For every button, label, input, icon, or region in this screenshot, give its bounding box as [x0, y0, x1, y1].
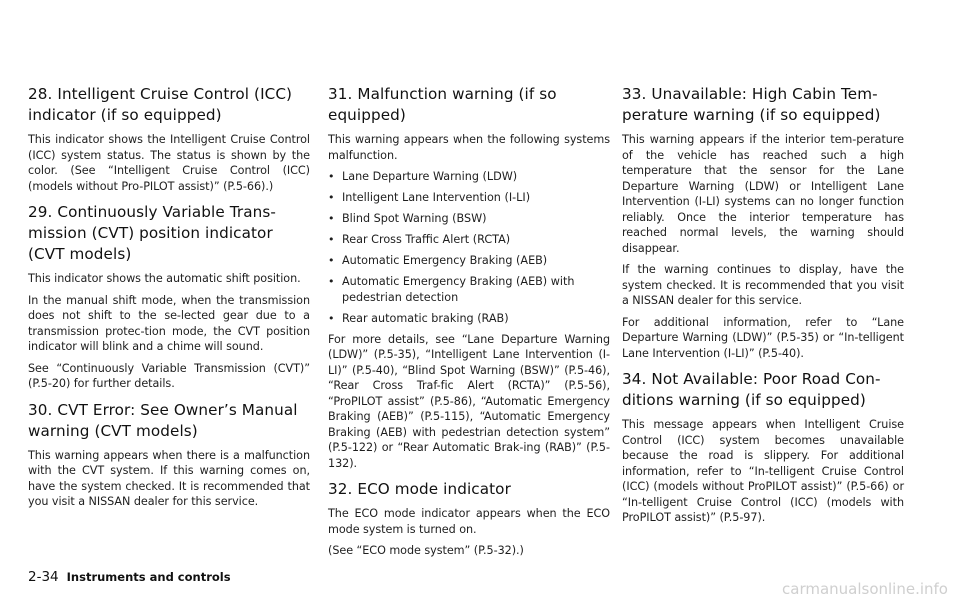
section-paragraph: (See “ECO mode system” (P.5-32).) — [328, 544, 524, 557]
section-30 — [28, 400, 310, 510]
bullet-icon: • — [328, 191, 335, 204]
list-item — [328, 274, 610, 305]
list-item — [328, 232, 610, 248]
list-item — [328, 190, 610, 206]
section-paragraph: This indicator shows the automatic shift position. — [28, 272, 301, 285]
bullet-icon: • — [328, 212, 335, 225]
section-heading: 32. ECO mode indicator — [328, 480, 511, 498]
column-1 — [28, 84, 310, 518]
chapter-title: Instruments and controls — [66, 570, 231, 584]
list-item-text: Intelligent Lane Intervention (I-LI) — [342, 191, 531, 204]
section-paragraph: This indicator shows the Intelligent Cruise Control (ICC) system status. The status is shown by the color. (See “Intelligent Cruise Control (ICC) (models without Pro-PILOT assist)” (P.5-66).) — [28, 133, 310, 193]
list-item-text: Automatic Emergency Braking (AEB) with pedestrian detection — [342, 275, 575, 304]
bullet-icon: • — [328, 311, 335, 325]
watermark: carmanualsonline.info — [782, 580, 948, 598]
list-item-text: Rear Cross Traffic Alert (RCTA) — [342, 233, 511, 246]
section-paragraph: The ECO mode indicator appears when the ECO mode system is turned on. — [328, 507, 610, 536]
bullet-icon: • — [328, 275, 335, 288]
column-3 — [622, 84, 904, 534]
list-item-text: Blind Spot Warning (BSW) — [342, 212, 487, 225]
page-footer — [28, 569, 231, 585]
section-paragraph: This warning appears when the following systems malfunction. — [328, 133, 610, 162]
section-heading: 30. CVT Error: See Owner’s Manual warning (CVT models) — [28, 400, 298, 440]
section-28 — [28, 84, 310, 194]
page-number: 2-34 — [28, 569, 59, 585]
section-paragraph: This message appears when Intelligent Cruise Control (ICC) system becomes unavailable because the road is slippery. For additional information, refer to “In-telligent Cruise Control (ICC) (models without ProPILOT assist)” (P.5-66) or “In-telligent Cruise Control (ICC) (models with ProPILOT assist)” (P.5-97). — [622, 418, 904, 524]
section-31 — [328, 84, 610, 471]
section-33 — [622, 84, 904, 361]
section-paragraph: This warning appears when there is a malfunction with the CVT system. If this warning comes on, have the system checked. It is recommended that you visit a NISSAN dealer for this service. — [28, 448, 310, 508]
section-paragraph: For more details, see “Lane Departure Warning (LDW)” (P.5-35), “Intelligent Lane Intervention (I-LI)” (P.5-40), “Blind Spot Warning (BSW)” (P.5-46), “Rear Cross Traf-fic Alert (RCTA)” (P.5-56), “ProPILOT assist” (P.5-86), “Automatic Emergency Braking (AEB)” (P.5-115), “Automatic Emergency Braking (AEB) with pedestrian detection system” (P.5-122) or “Rear Automatic Brak-ing (RAB)” (P.5-132). — [328, 332, 610, 470]
section-heading: 28. Intelligent Cruise Control (ICC) indicator (if so equipped) — [28, 85, 293, 124]
section-heading: 29. Continuously Variable Trans-mission (CVT) position indicator (CVT models) — [28, 203, 276, 263]
bullet-icon: • — [328, 233, 335, 246]
bullet-icon: • — [328, 170, 335, 183]
list-item-text: Automatic Emergency Braking (AEB) — [342, 254, 548, 267]
bullet-icon: • — [328, 254, 335, 267]
section-heading: 31. Malfunction warning (if so equipped) — [328, 85, 557, 124]
section-heading: 33. Unavailable: High Cabin Tem-perature warning (if so equipped) — [622, 85, 881, 124]
list-item — [328, 253, 610, 269]
section-paragraph: For additional information, refer to “Lane Departure Warning (LDW)” (P.5-35) or “In-telligent Lane Intervention (I-LI)” (P.5-40). — [622, 315, 904, 360]
list-item — [328, 211, 610, 227]
list-item — [328, 169, 610, 185]
section-heading: 34. Not Available: Poor Road Con-ditions warning (if so equipped) — [622, 370, 881, 409]
list-item — [328, 311, 610, 327]
list-item-text: Lane Departure Warning (LDW) — [342, 170, 518, 183]
warning-systems-list — [328, 169, 610, 326]
section-paragraph: See “Continuously Variable Transmission (CVT)” (P.5-20) for further details. — [28, 361, 310, 390]
section-29 — [28, 202, 310, 392]
list-item-text: Rear automatic braking (RAB) — [342, 311, 509, 325]
section-paragraph: If the warning continues to display, have the system checked. It is recommended that you visit a NISSAN dealer for this service. — [622, 263, 904, 307]
section-34 — [622, 369, 904, 526]
section-32 — [328, 479, 610, 559]
section-paragraph: This warning appears if the interior tem-perature of the vehicle has reached such a high temperature that the sensor for the Lane Departure Warning (LDW) or Intelligent Lane Intervention (I-LI) systems can no longer function reliably. Once the interior temperature has reached normal levels, the warning should disappear. — [622, 133, 904, 255]
section-paragraph: In the manual shift mode, when the transmission does not shift to the se-lected gear due to a transmission protec-tion mode, the CVT position indicator will blink and a chime will sound. — [28, 293, 310, 353]
column-2 — [328, 84, 610, 567]
